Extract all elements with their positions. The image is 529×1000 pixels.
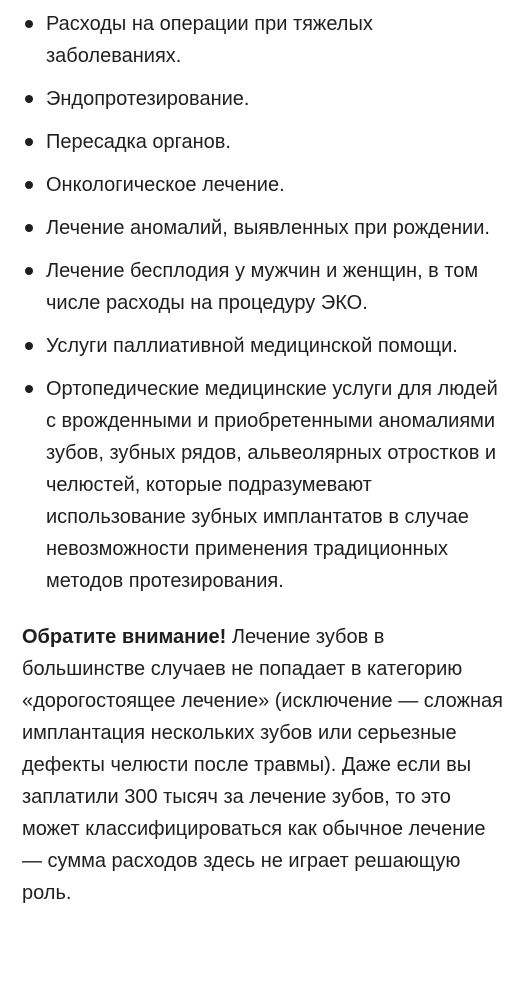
bullet-dot-icon xyxy=(25,224,33,232)
treatment-list xyxy=(22,8,509,597)
bullet-dot-icon xyxy=(25,181,33,189)
list-item xyxy=(22,83,509,115)
list-item xyxy=(22,126,509,158)
list-item-text: Услуги паллиативной медицинской помощи. xyxy=(46,335,458,357)
list-item xyxy=(22,255,509,319)
attention-note-text: Лечение зубов в большинстве случаев не попадает в категорию «дорогостоящее лечение» (исключение — сложная имплантация нескольких зубов или серьезные дефекты челюсти после травмы). Даже если вы заплатили 300 тысяч за лечение зубов, то это может классифицироваться как обычное лечение — сумма расходов здесь не играет решающую роль. xyxy=(22,626,503,904)
list-item-text: Лечение аномалий, выявленных при рождении. xyxy=(46,217,490,239)
list-item-text: Ортопедические медицинские услуги для людей с врожденными и приобретенными аномалиями зубов, зубных рядов, альвеолярных отростков и челюстей, которые подразумевают использование зубных имплантатов в случае невозможности применения традиционных методов протезирования. xyxy=(46,378,498,592)
bullet-dot-icon xyxy=(25,267,33,275)
list-item-text: Онкологическое лечение. xyxy=(46,174,285,196)
list-item xyxy=(22,169,509,201)
attention-note-label: Обратите внимание! xyxy=(22,626,227,648)
bullet-dot-icon xyxy=(25,95,33,103)
attention-note xyxy=(22,621,509,909)
list-item xyxy=(22,373,509,597)
list-item xyxy=(22,330,509,362)
bullet-dot-icon xyxy=(25,385,33,393)
list-item-text: Эндопротезирование. xyxy=(46,88,250,110)
bullet-dot-icon xyxy=(25,20,33,28)
list-item-text: Расходы на операции при тяжелых заболеваниях. xyxy=(46,13,373,67)
list-item xyxy=(22,8,509,72)
list-item-text: Пересадка органов. xyxy=(46,131,231,153)
bullet-dot-icon xyxy=(25,138,33,146)
bullet-dot-icon xyxy=(25,342,33,350)
list-item xyxy=(22,212,509,244)
list-item-text: Лечение бесплодия у мужчин и женщин, в том числе расходы на процедуру ЭКО. xyxy=(46,260,479,314)
